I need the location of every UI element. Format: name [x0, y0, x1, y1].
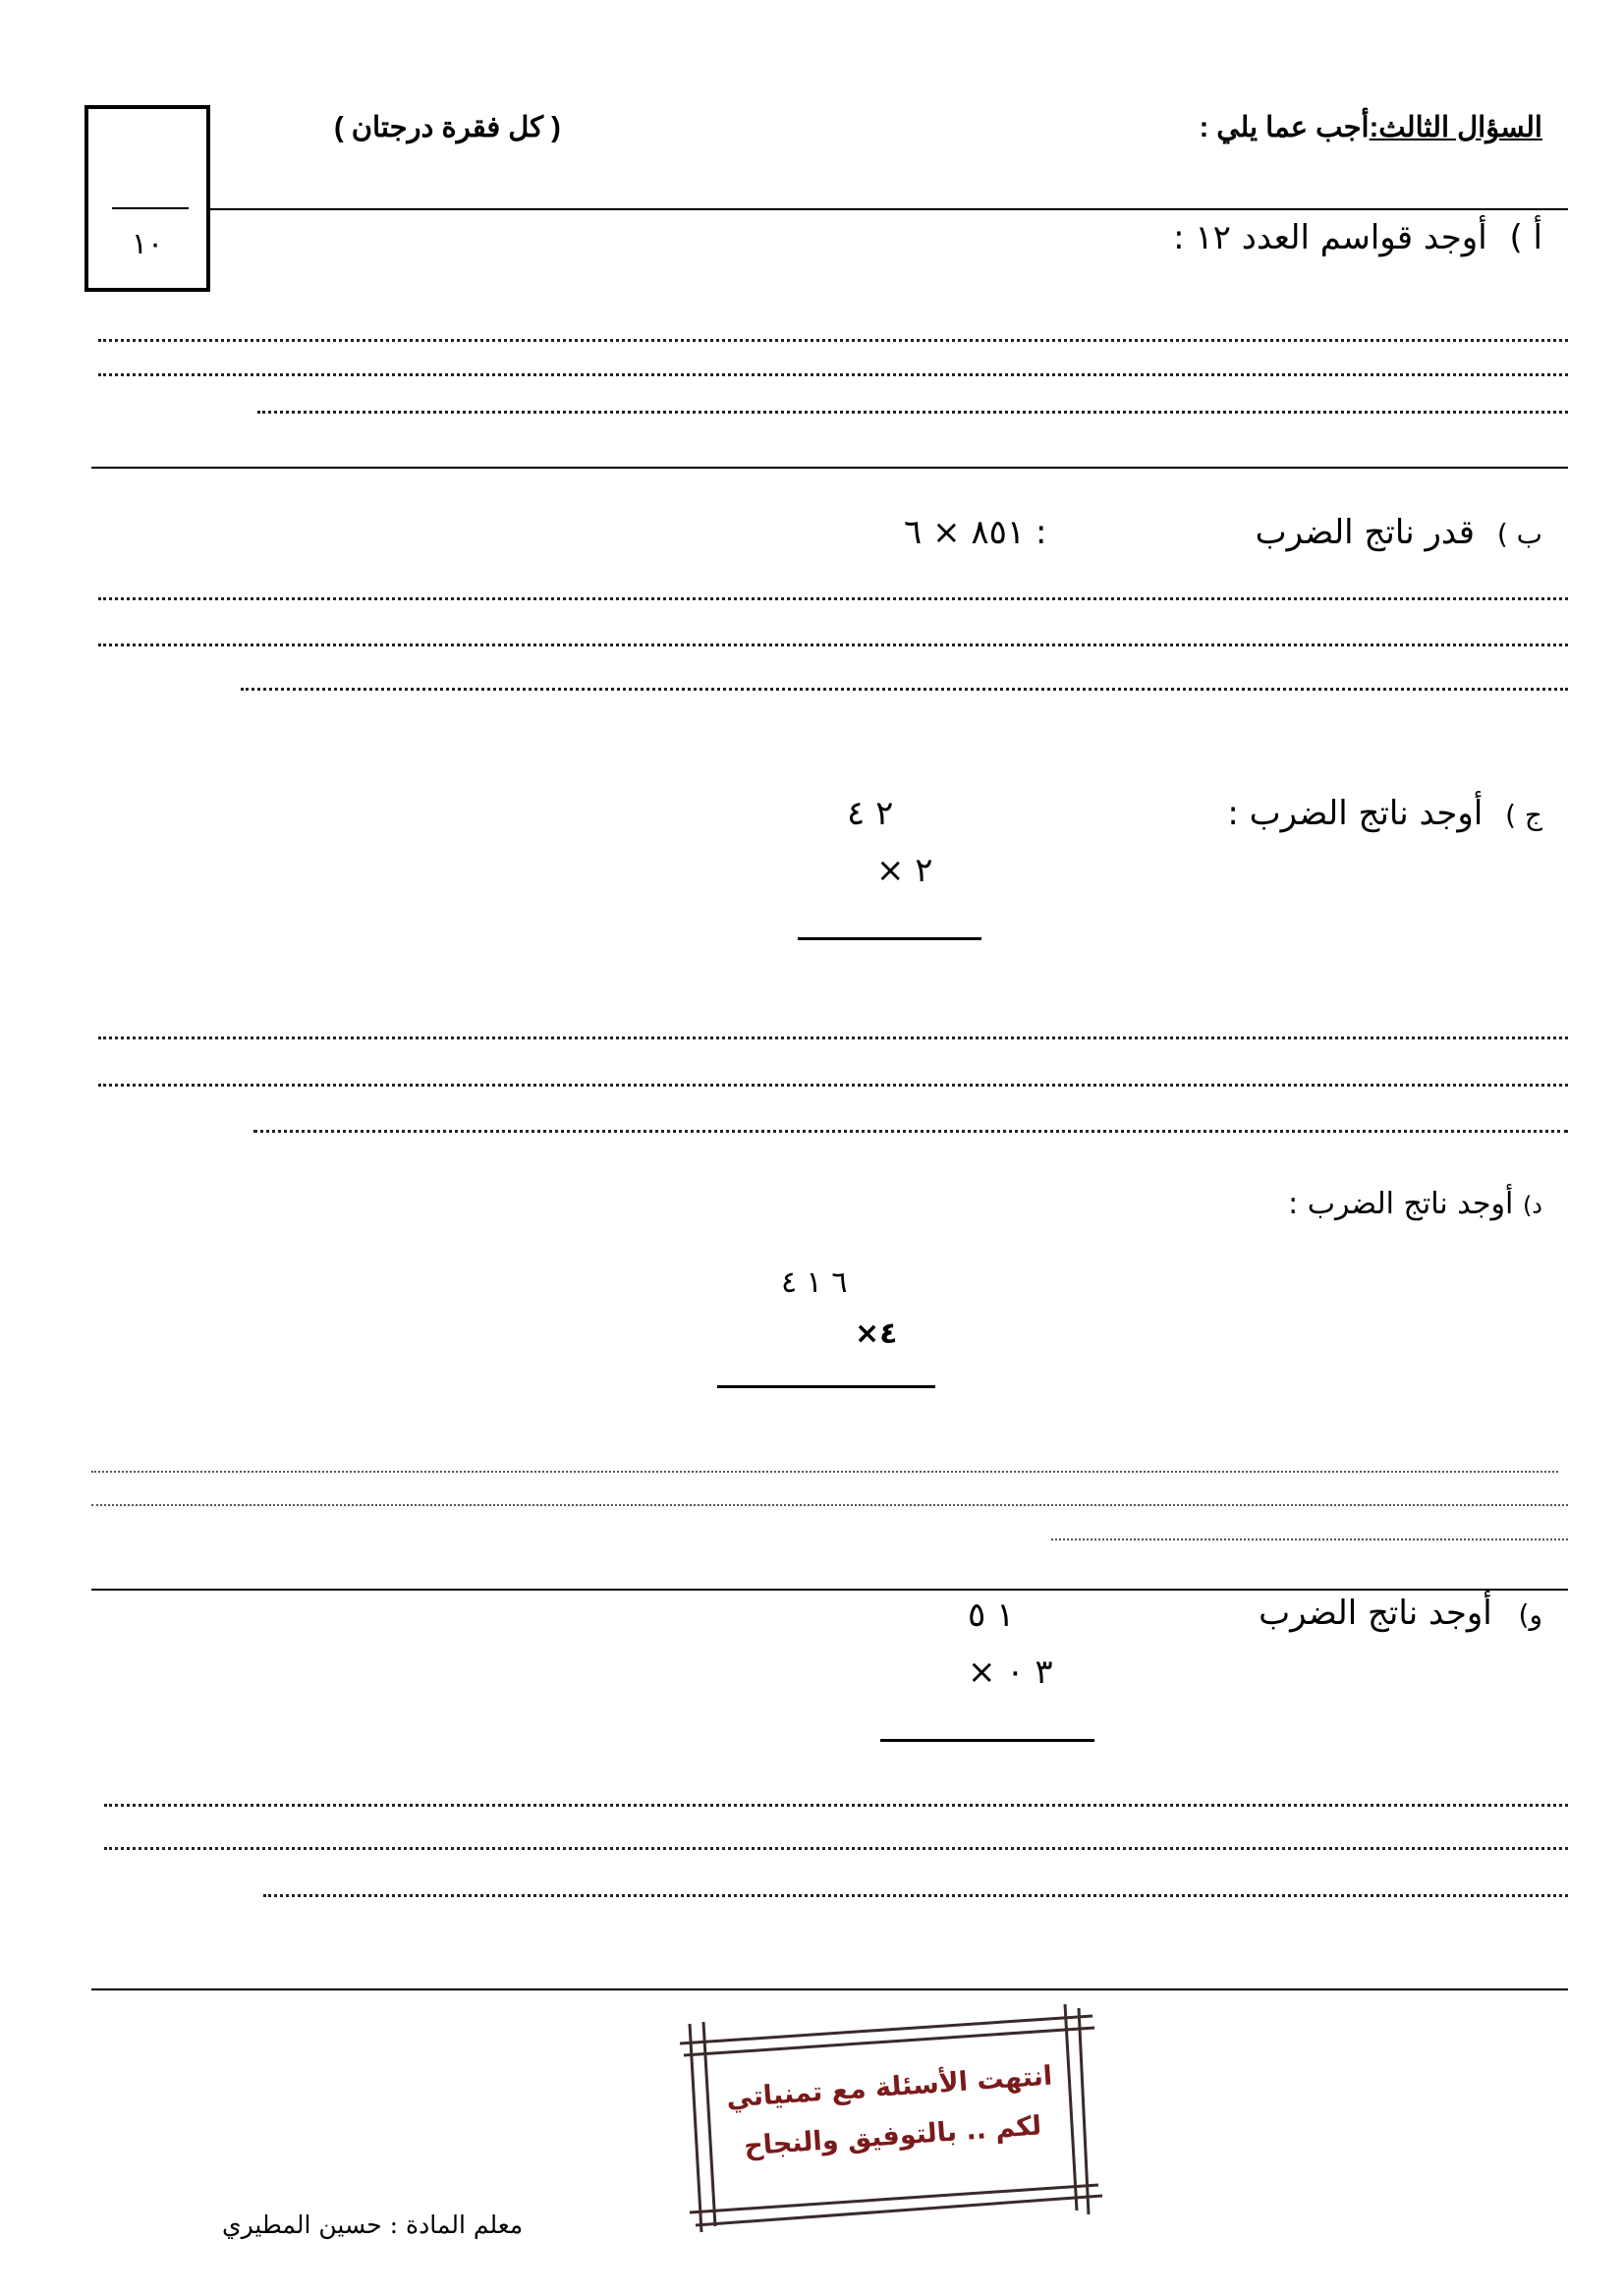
answer-line: [104, 1804, 1568, 1807]
section-label: السؤال الثالث:: [1369, 112, 1542, 143]
answer-line: [263, 1894, 1568, 1897]
answer-line: [91, 1504, 1568, 1506]
question-d-bottom-number: ×٤: [855, 1316, 898, 1351]
question-d-top-number: ٦ ١ ٤: [781, 1265, 848, 1300]
stamp-line-1: انتهت الأسئلة مع تمنياتي: [725, 2060, 1054, 2114]
answer-line: [257, 411, 1568, 414]
answer-line: [98, 1036, 1568, 1039]
answer-line: [98, 644, 1568, 646]
answer-line: [253, 1130, 1568, 1133]
question-b-text: قدر ناتج الضرب: [1255, 513, 1475, 552]
header-rule: [208, 208, 1568, 210]
answer-line: [104, 1847, 1568, 1850]
teacher-signature: معلم المادة : حسين المطيري: [222, 2211, 524, 2239]
answer-line: [98, 1084, 1568, 1087]
answer-line: [98, 339, 1568, 342]
question-d-letter: د): [1522, 1192, 1542, 1219]
closing-stamp: [670, 2004, 1102, 2235]
score-total: ١٠: [131, 227, 164, 261]
question-a: [1173, 218, 1542, 257]
answer-line: [241, 688, 1568, 691]
question-b-expression: ٨٥١ × ٦ :: [904, 513, 1047, 552]
question-c-result-rule: [798, 937, 981, 940]
question-b: [1256, 513, 1542, 552]
question-e-text: أوجد ناتج الضرب: [1259, 1594, 1492, 1633]
answer-line: [91, 1471, 1558, 1473]
question-header: [1200, 110, 1542, 144]
question-c-letter: ج ): [1505, 799, 1542, 831]
question-d-result-rule: [717, 1385, 935, 1388]
answer-line: [98, 597, 1568, 600]
score-divider: [112, 207, 189, 209]
question-d: [1288, 1187, 1542, 1221]
question-e-top-number: ١ ٥: [968, 1595, 1015, 1635]
question-e-bottom-number: × ٣ ٠: [968, 1652, 1053, 1692]
marks-note: ( كل فقرة درجتان ): [334, 112, 561, 143]
question-c-top-number: ٢ ٤: [847, 794, 894, 833]
question-e: [1259, 1594, 1542, 1633]
stamp-line-2: لكم .. بالتوفيق والنجاح: [743, 2110, 1043, 2162]
question-c-text: أوجد ناتج الضرب :: [1227, 794, 1484, 833]
section-divider: [91, 1988, 1568, 1990]
question-c-bottom-number: × ٢: [876, 851, 933, 890]
question-b-letter: ب ): [1496, 518, 1542, 550]
question-a-text: أوجد قواسم العدد ١٢ :: [1173, 218, 1487, 257]
instruction-text: أجب عما يلي :: [1199, 112, 1370, 143]
score-box: [84, 105, 210, 292]
question-e-result-rule: [880, 1739, 1094, 1742]
question-a-letter: أ ): [1509, 218, 1542, 257]
answer-line: [98, 373, 1568, 376]
answer-line: [1051, 1539, 1568, 1540]
question-d-text: أوجد ناتج الضرب :: [1288, 1187, 1514, 1221]
section-divider: [91, 1589, 1568, 1591]
question-e-letter: و): [1518, 1598, 1542, 1631]
question-c: [1227, 794, 1542, 833]
section-divider: [91, 467, 1568, 469]
